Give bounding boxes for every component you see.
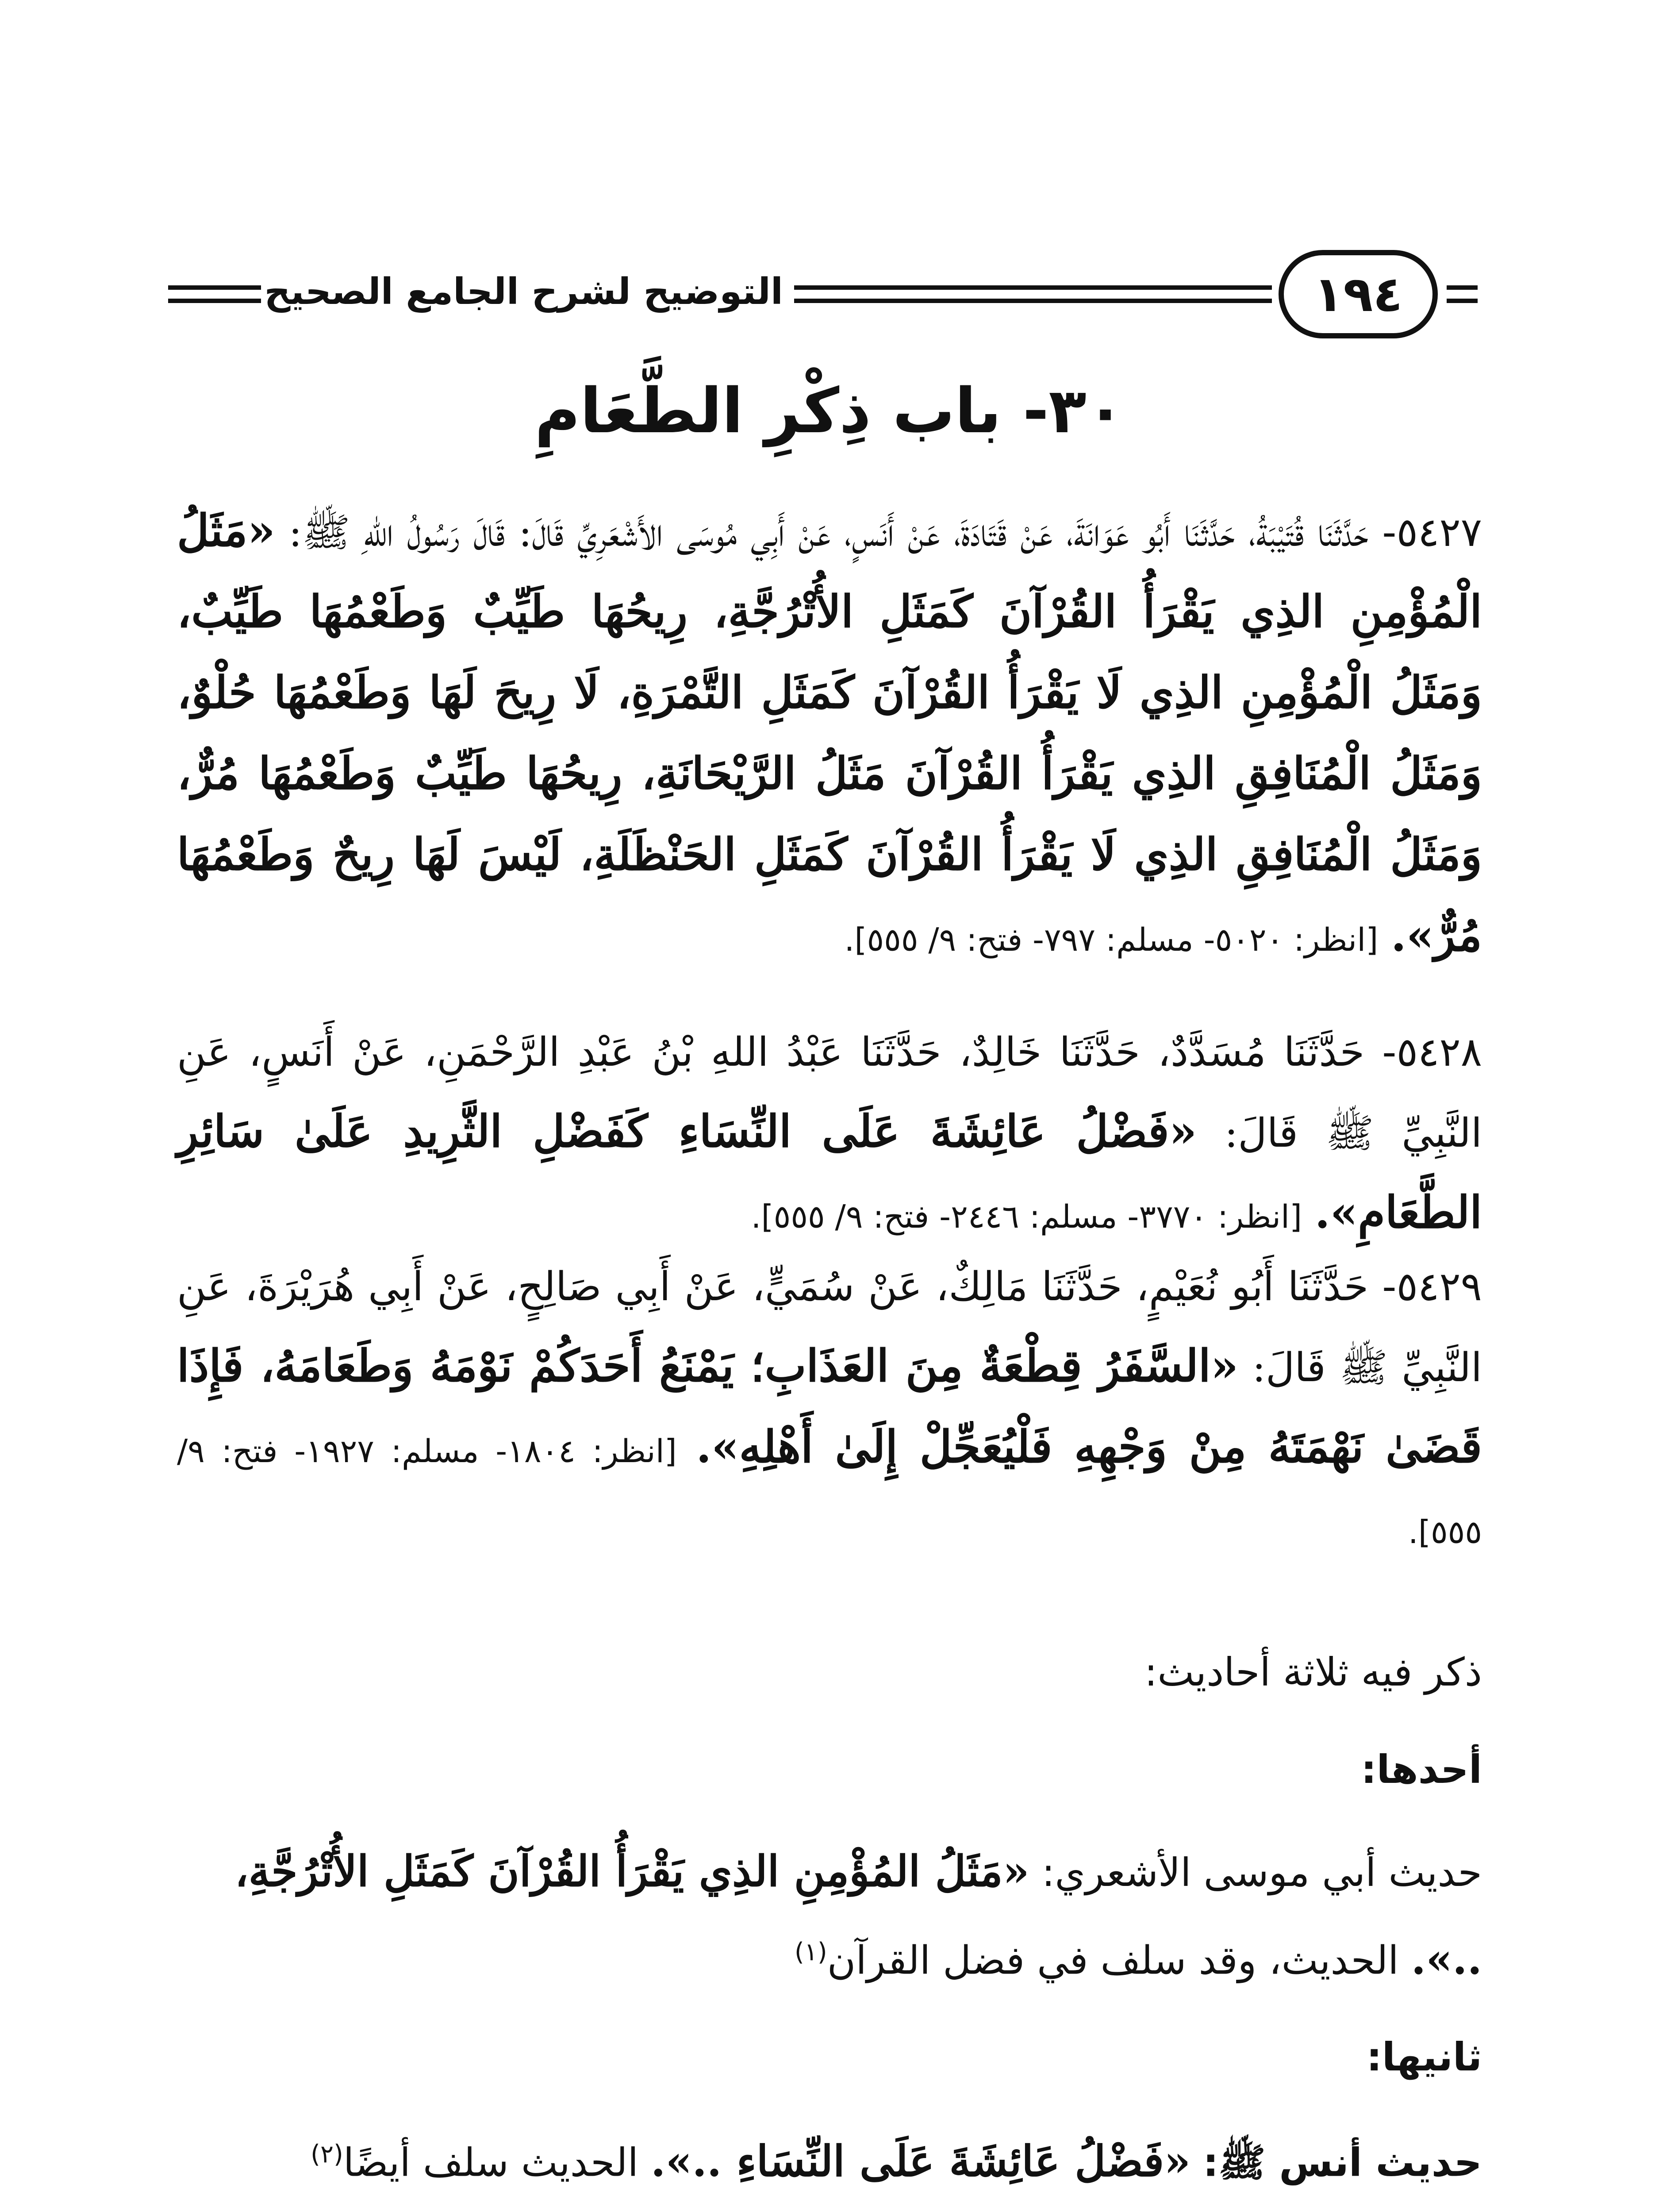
hadith-isnad: حَدَّثَنَا أَبُو نُعَيْمٍ، حَدَّثَنَا مَالِكٌ، عَنْ سُمَيٍّ، عَنْ أَبِي صَالِحٍ، عَنْ أَبِي هُرَيْرَةَ، عَنِ النَّبِيِّ ﷺ قَالَ:: [177, 1263, 1482, 1391]
hadith-number: ٥٤٢٧-: [1382, 509, 1482, 556]
commentary-first: [177, 1832, 1482, 2000]
section-label-first: أحدها:: [1361, 1747, 1482, 1792]
section-label-second: ثانيها:: [1366, 2034, 1482, 2080]
hadith-quote: «مَثَلُ المُؤْمِنِ الذِي يَقْرَأُ القُرْآنَ كَمَثَلِ الأُتْرُجَّةِ، ..».: [234, 1846, 1482, 1984]
commentary-text: الحديث، وقد سلف في فضل القرآن: [827, 1937, 1399, 1983]
running-header: [168, 239, 1478, 349]
hadith-paragraph: [177, 1248, 1482, 1571]
commentary-intro: ذكر فيه ثلاثة أحاديث:: [1144, 1649, 1482, 1695]
header-rule: [168, 299, 261, 303]
header-rule: [1447, 299, 1478, 303]
footnote-ref[interactable]: (١): [794, 1938, 827, 1966]
commentary-second: [177, 2115, 1482, 2202]
hadith-paragraph: [177, 1013, 1482, 1256]
hadith-matn: «السَّفَرُ قِطْعَةٌ مِنَ العَذَابِ؛ يَمْنَعُ أَحَدَكُمْ نَوْمَهُ وَطَعَامَهُ، فَإِذَا قَضَىٰ نَهْمَتَهُ مِنْ وَجْهِهِ فَلْيُعَجِّلْ إِلَىٰ أَهْلِهِ».: [177, 1340, 1482, 1473]
hadith-paragraph: [177, 491, 1482, 979]
header-rule: [794, 299, 1272, 303]
header-rule: [794, 285, 1272, 290]
header-rule: [168, 285, 261, 290]
footnote-ref[interactable]: (٢): [311, 2140, 343, 2169]
hadith-quote: «فَضْلُ عَائِشَةَ عَلَى النِّسَاءِ ..».: [651, 2136, 1191, 2186]
header-rule: [1447, 285, 1478, 290]
page-number: ١٩٤: [1279, 250, 1438, 338]
hadith-matn: «فَضْلُ عَائِشَةَ عَلَى النِّسَاءِ كَفَضْلِ الثَّرِيدِ عَلَىٰ سَائِرِ الطَّعَامِ».: [177, 1105, 1482, 1238]
running-title: التوضيح لشرح الجامع الصحيح: [264, 271, 783, 313]
hadith-reference: [انظر: ٣٧٧٠- مسلم: ٢٤٤٦- فتح: ٩/ ٥٥٥].: [751, 1198, 1302, 1235]
hadith-reference: [انظر: ١٨٠٤- مسلم: ١٩٢٧- فتح: ٩/ ٥٥٥].: [177, 1432, 1482, 1551]
chapter-heading: ٣٠- باب ذِكْرِ الطَّعَامِ: [534, 375, 1125, 447]
hadith-reference: [انظر: ٥٠٢٠- مسلم: ٧٩٧- فتح: ٩/ ٥٥٥].: [844, 921, 1379, 958]
hadith-isnad: حَدَّثَنَا قُتَيْبَةُ، حَدَّثَنَا أَبُو عَوَانَةَ، عَنْ قَتَادَةَ، عَنْ أَنَسٍ، عَنْ أَبِي مُوسَى الأَشْعَرِيِّ قَالَ: قَالَ رَسُولُ اللهِ ﷺ:: [288, 509, 1369, 556]
hadith-number: ٥٤٢٩-: [1382, 1263, 1482, 1310]
hadith-isnad: حَدَّثَنَا مُسَدَّدٌ، حَدَّثَنَا خَالِدٌ، حَدَّثَنَا عَبْدُ اللهِ بْنُ عَبْدِ الرَّحْمَنِ، عَنْ أَنَسٍ، عَنِ النَّبِيِّ ﷺ قَالَ:: [177, 1029, 1482, 1156]
commentary-text: حديث أنس ﷺ:: [1203, 2139, 1482, 2185]
hadith-matn: «مَثَلُ الْمُؤْمِنِ الذِي يَقْرَأُ القُرْآنَ كَمَثَلِ الأُتْرُجَّةِ، رِيحُهَا طَيِّبٌ وَطَعْمُهَا طَيِّبٌ، وَمَثَلُ الْمُؤْمِنِ الذِي لَا يَقْرَأُ القُرْآنَ كَمَثَلِ التَّمْرَةِ، لَا رِيحَ لَهَا وَطَعْمُهَا حُلْوٌ، وَمَثَلُ الْمُنَافِقِ الذِي يَقْرَأُ القُرْآنَ مَثَلُ الرَّيْحَانَةِ، رِيحُهَا طَيِّبٌ وَطَعْمُهَا مُرٌّ، وَمَثَلُ الْمُنَافِقِ الذِي لَا يَقْرَأُ القُرْآنَ كَمَثَلِ الحَنْظَلَةِ، لَيْسَ لَهَا رِيحٌ وَطَعْمُهَا مُرٌّ».: [177, 504, 1482, 961]
hadith-number: ٥٤٢٨-: [1382, 1029, 1482, 1075]
commentary-text: حديث أبي موسى الأشعري:: [1041, 1850, 1482, 1895]
commentary-text: الحديث سلف أيضًا: [343, 2139, 639, 2185]
